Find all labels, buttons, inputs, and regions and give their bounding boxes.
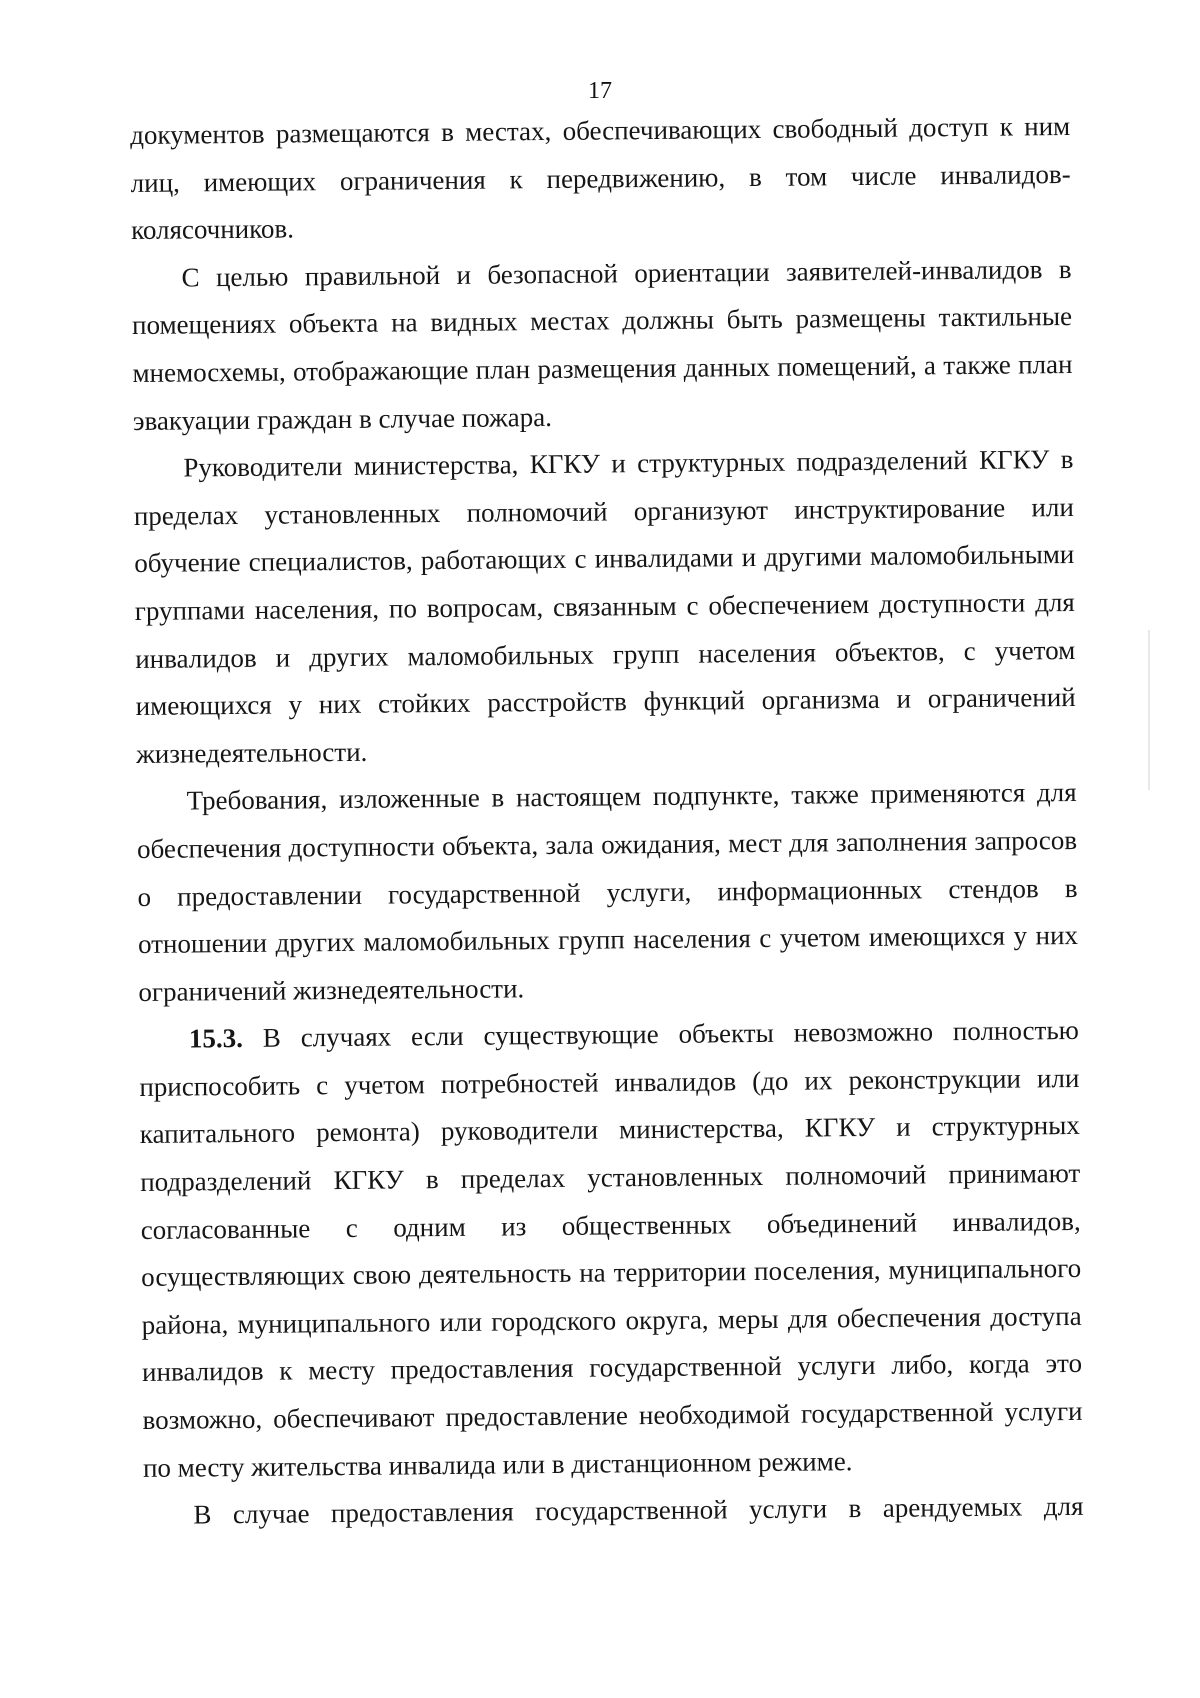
section-number: 15.3. <box>188 1023 244 1054</box>
section-15-3-text: В случаях если существующие объекты невозможно полностью приспособить с учетом потребностей инвалидов (до их реконструкции или капитального ремонта) руководители министерства, КГКУ и структурных подразделений КГКУ в пределах установленных полномочий принимают согласованные с одним из общественных объединений инвалидов, осуществляющих свою деятельность на территории поселения, муниципального района, муниципального или городского округа, меры для обеспечения доступа инвалидов к месту предоставления государственной услуги либо, когда это возможно, обеспечивают предоставление необходимой государственной услуги по месту жительства инвалида или в дистанционном режиме. <box>139 1015 1083 1483</box>
paragraph-15-3 <box>139 1007 1084 1492</box>
paragraph-instruction: Руководители министерства, КГКУ и структурных подразделений КГКУ в пределах установленных полномочий организуют инструктирование или обучение специалистов, работающих с инвалидами и другими маломобильными группами населения, по вопросам, связанным с обеспечением доступности для инвалидов и других маломобильных групп населения объектов, с учетом имеющихся у них стойких расстройств функций организма и ограничений жизнедеятельности. <box>133 444 1076 769</box>
scan-artifact <box>1148 630 1150 790</box>
paragraph-continuation: документов размещаются в местах, обеспечивающих свободный доступ к ним лиц, имеющих ограничения к передвижению, в том числе инвалидов-колясочников. <box>130 110 1071 246</box>
paragraph-requirements: Требования, изложенные в настоящем подпункте, также применяются для обеспечения доступности объекта, зала ожидания, мест для заполнения запросов о предоставлении государственной услуги, информационных стендов в отношении других маломобильных групп населения с учетом имеющихся у них ограничений жизнедеятельности. <box>136 777 1079 1007</box>
paragraph-orientation: С целью правильной и безопасной ориентации заявителей-инвалидов в помещениях объекта на видных местах должны быть размещены тактильные мнемосхемы, отображающие план размещения данных помещений, а также план эвакуации граждан в случае пожара. <box>131 253 1073 436</box>
page-number: 17 <box>588 78 612 104</box>
body-text <box>130 103 1084 1540</box>
paragraph-rented-premises: В случае предоставления государственной услуги в арендуемых для <box>193 1491 1084 1530</box>
